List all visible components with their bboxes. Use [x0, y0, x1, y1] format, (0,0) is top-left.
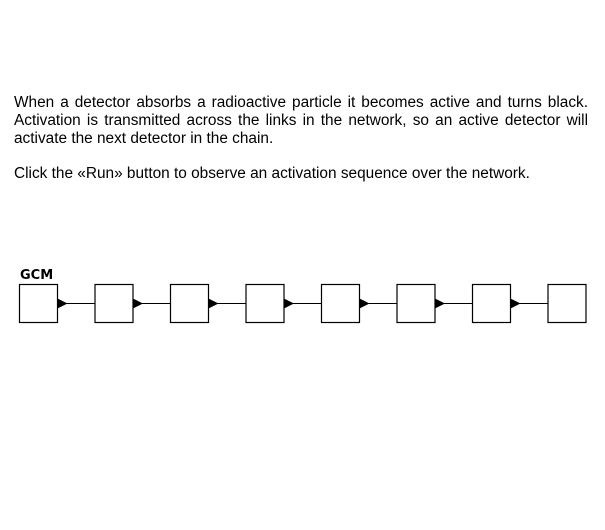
instructions-paragraph-2: Click the «Run» button to observe an activation sequence over the network.	[14, 165, 530, 182]
detector-1	[20, 285, 58, 323]
detector-7	[473, 285, 511, 323]
instructions-paragraph-1: When a detector absorbs a radioactive particle it becomes active and turns black. Activation is transmitted across the links in the network, so an active detector will activate the next detector in the chain.	[14, 94, 588, 147]
detector-2	[95, 285, 133, 323]
detector-6	[397, 285, 435, 323]
detector-8	[548, 285, 586, 323]
gcm-label: GCM	[20, 268, 54, 283]
detector-5	[322, 285, 360, 323]
detector-4	[246, 285, 284, 323]
detector-3	[171, 285, 209, 323]
